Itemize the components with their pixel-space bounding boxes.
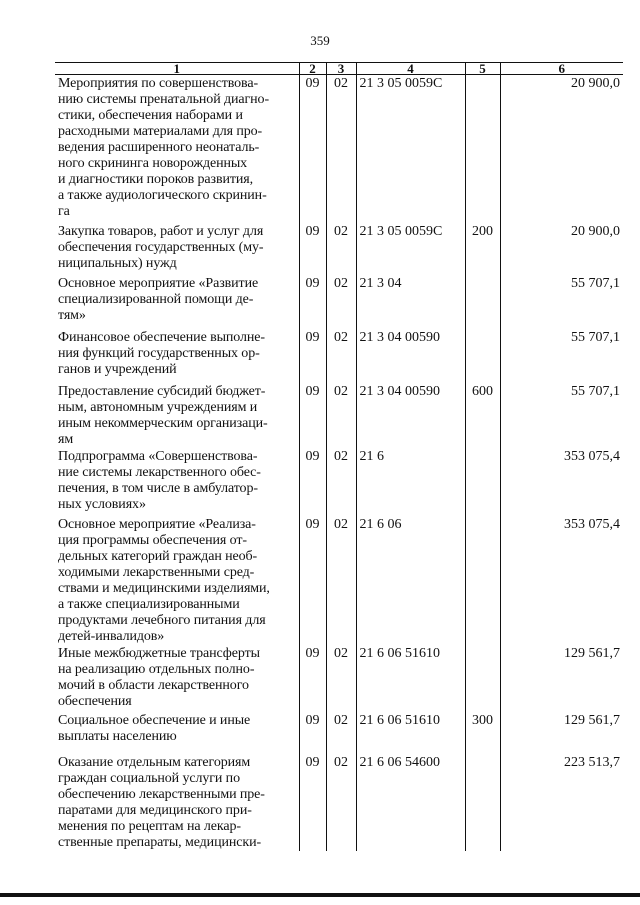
table-row: [55, 645, 623, 712]
description-line: обеспечения государственных (му-: [58, 239, 264, 255]
section-code-cell: 09: [299, 645, 326, 712]
table-row: [55, 75, 623, 223]
description-line: тям»: [58, 307, 86, 323]
description-line: Социальное обеспечение и иные: [58, 712, 251, 728]
page-number: 359: [310, 33, 330, 48]
amount-cell: 129 561,7: [500, 712, 623, 754]
expense-type-code-cell: [465, 75, 500, 223]
description-line: ние системы лекарственного обес-: [58, 464, 261, 480]
description-line: обеспечению лекарственными пре-: [58, 786, 265, 802]
description-line: стики, обеспечения наборами и: [58, 108, 243, 123]
description-line: иным некоммерческим организаци-: [58, 415, 268, 431]
description-line: ния функций государственных ор-: [58, 345, 260, 361]
target-article-code-cell: 21 3 05 0059С: [356, 75, 465, 223]
expense-type-code-cell: 200: [465, 223, 500, 275]
section-code-cell: 09: [299, 329, 326, 383]
description-line: а также специализированными: [58, 596, 240, 612]
expense-type-code-cell: 300: [465, 712, 500, 754]
description-line: а также аудиологического скринин-: [58, 188, 267, 203]
description-line: Основное мероприятие «Реализа-: [58, 516, 256, 532]
description-line: Основное мероприятие «Развитие: [58, 275, 259, 291]
section-code-cell: 09: [299, 275, 326, 329]
row-description: [55, 516, 299, 645]
amount-cell: 55 707,1: [500, 383, 623, 448]
expense-type-code-cell: [465, 754, 500, 851]
expense-type-code-cell: [465, 275, 500, 329]
description-line: Закупка товаров, работ и услуг для: [58, 223, 264, 239]
expense-type-code-cell: [465, 329, 500, 383]
description-line: га: [58, 204, 70, 219]
section-code-cell: 09: [299, 223, 326, 275]
description-line: Подпрограмма «Совершенствова-: [58, 448, 258, 464]
row-description: [55, 383, 299, 448]
description-line: Оказание отдельным категориям: [58, 754, 251, 770]
subsection-code-cell: 02: [326, 275, 356, 329]
amount-cell: 223 513,7: [500, 754, 623, 851]
description-line: специализированной помощи де-: [58, 291, 254, 307]
amount-cell: 55 707,1: [500, 329, 623, 383]
expense-type-code-cell: [465, 516, 500, 645]
description-line: обеспечения: [58, 693, 132, 709]
description-line: печения, в том числе в амбулатор-: [58, 480, 258, 496]
description-line: Мероприятия по совершенствова-: [58, 76, 259, 91]
table-row: [55, 448, 623, 516]
table-row: [55, 275, 623, 329]
description-line: продуктами лечебного питания для: [58, 612, 266, 628]
target-article-code-cell: 21 3 04 00590: [356, 383, 465, 448]
description-line: ведения расширенного неонаталь-: [58, 140, 260, 155]
target-article-code-cell: 21 6: [356, 448, 465, 516]
subsection-code-cell: 02: [326, 712, 356, 754]
description-line: ция программы обеспечения от-: [58, 532, 247, 548]
amount-cell: 20 900,0: [500, 75, 623, 223]
section-code-cell: 09: [299, 383, 326, 448]
table-row: [55, 223, 623, 275]
subsection-code-cell: 02: [326, 75, 356, 223]
description-line: расходными материалами для про-: [58, 124, 263, 139]
row-description: [55, 275, 299, 329]
description-line: Финансовое обеспечение выполне-: [58, 329, 265, 345]
description-line: паратами для медицинского при-: [58, 802, 252, 818]
expense-type-code-cell: [465, 448, 500, 516]
section-code-cell: 09: [299, 75, 326, 223]
description-line: ственные препараты, медицински-: [58, 834, 262, 850]
subsection-code-cell: 02: [326, 754, 356, 851]
header-col-3: 3: [326, 63, 356, 75]
description-line: мочий в области лекарственного: [58, 677, 249, 693]
description-line: дельных категорий граждан необ-: [58, 548, 258, 564]
subsection-code-cell: 02: [326, 448, 356, 516]
header-col-4: 4: [356, 63, 465, 75]
description-line: ных условиях»: [58, 496, 146, 512]
header-col-5: 5: [465, 63, 500, 75]
table-body: [55, 75, 623, 851]
row-description: [55, 754, 299, 851]
description-line: ствами и медицинскими изделиями,: [58, 580, 270, 596]
row-description: [55, 645, 299, 712]
target-article-code-cell: 21 6 06: [356, 516, 465, 645]
description-line: ного скрининга новорожденных: [58, 156, 248, 171]
budget-table: [55, 62, 623, 851]
subsection-code-cell: 02: [326, 383, 356, 448]
row-description: [55, 448, 299, 516]
row-description: [55, 223, 299, 275]
target-article-code-cell: 21 6 06 54600: [356, 754, 465, 851]
target-article-code-cell: 21 6 06 51610: [356, 712, 465, 754]
description-line: ным, автономным учреждениям и: [58, 399, 258, 415]
description-line: менения по рецептам на лекар-: [58, 818, 241, 834]
target-article-code-cell: 21 6 06 51610: [356, 645, 465, 712]
section-code-cell: 09: [299, 754, 326, 851]
description-line: детей-инвалидов»: [58, 628, 165, 644]
section-code-cell: 09: [299, 516, 326, 645]
expense-type-code-cell: [465, 645, 500, 712]
header-col-1: 1: [55, 63, 299, 75]
table-header-row: [55, 63, 623, 75]
header-col-6: 6: [500, 63, 623, 75]
table-row: [55, 516, 623, 645]
target-article-code-cell: 21 3 04: [356, 275, 465, 329]
section-code-cell: 09: [299, 712, 326, 754]
table-row: [55, 383, 623, 448]
description-line: ходимыми лекарственными сред-: [58, 564, 255, 580]
row-description: [55, 329, 299, 383]
subsection-code-cell: 02: [326, 516, 356, 645]
section-code-cell: 09: [299, 448, 326, 516]
description-line: Иные межбюджетные трансферты: [58, 645, 260, 661]
description-line: Предоставление субсидий бюджет-: [58, 383, 266, 399]
description-line: ниципальных) нужд: [58, 255, 177, 271]
description-line: выплаты населению: [58, 728, 177, 744]
scan-edge-line: [0, 893, 640, 897]
description-line: и диагностики пороков развития,: [58, 172, 254, 187]
amount-cell: 55 707,1: [500, 275, 623, 329]
description-line: ганов и учреждений: [58, 361, 177, 377]
table-row: [55, 754, 623, 851]
row-description: [55, 712, 299, 754]
subsection-code-cell: 02: [326, 223, 356, 275]
row-description: [55, 75, 299, 223]
target-article-code-cell: 21 3 04 00590: [356, 329, 465, 383]
amount-cell: 353 075,4: [500, 516, 623, 645]
description-line: нию системы пренатальной диагно-: [58, 92, 270, 107]
expense-type-code-cell: 600: [465, 383, 500, 448]
target-article-code-cell: 21 3 05 0059С: [356, 223, 465, 275]
description-line: ям: [58, 431, 74, 447]
amount-cell: 129 561,7: [500, 645, 623, 712]
amount-cell: 20 900,0: [500, 223, 623, 275]
description-line: на реализацию отдельных полно-: [58, 661, 255, 677]
table-row: [55, 712, 623, 754]
amount-cell: 353 075,4: [500, 448, 623, 516]
header-col-2: 2: [299, 63, 326, 75]
description-line: граждан социальной услуги по: [58, 770, 240, 786]
subsection-code-cell: 02: [326, 645, 356, 712]
subsection-code-cell: 02: [326, 329, 356, 383]
table-row: [55, 329, 623, 383]
